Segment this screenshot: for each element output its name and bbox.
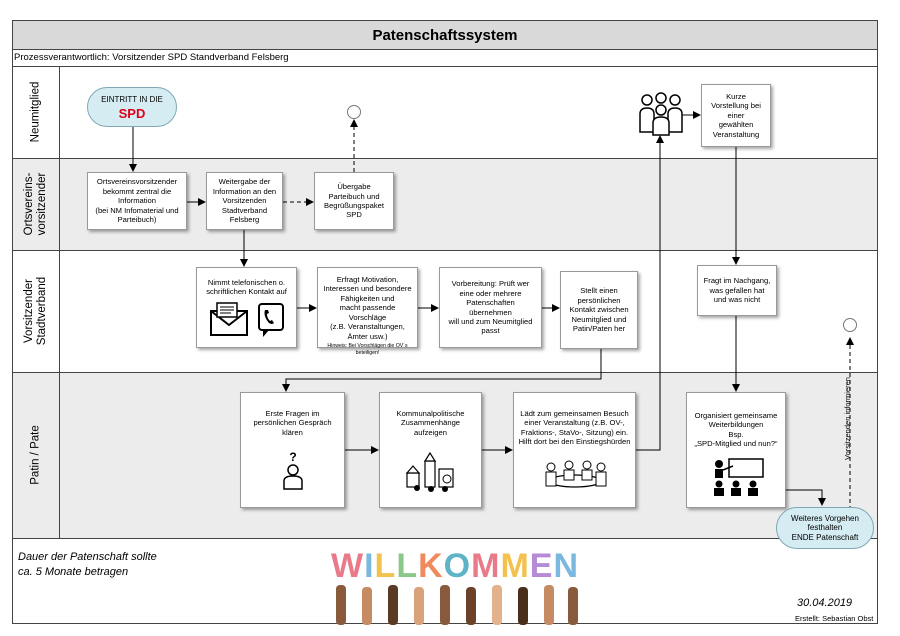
end-event-circle-2	[843, 318, 857, 332]
lane-label-pate: Patin / Pate	[12, 372, 60, 538]
box-kommunalpolitik: Kommunalpolitische Zusammenhänge aufzeigen	[379, 392, 482, 508]
group-people-icon	[638, 92, 684, 136]
box-vorbereitung: Vorbereitung: Prüft wer eine oder mehrere Patenschaften übernehmen will und zum Neumitglied passt	[439, 267, 542, 348]
willkommen-text: WILLKOMMEN	[330, 547, 580, 585]
box-uebergabe: Übergabe Parteibuch und Begrüßungspaket SPD	[314, 172, 394, 230]
letter-phone-icon	[207, 301, 287, 339]
town-icon	[403, 451, 459, 493]
date-label: 30.04.2019	[797, 597, 853, 609]
spd-logo-text: SPD	[118, 106, 146, 121]
box-kontakt: Nimmt telefonischen o. schriftlichen Kontakt auf	[196, 267, 297, 348]
box-weitergabe: Weitergabe der Information an den Vorsitzenden Stadtverband Felsberg	[206, 172, 283, 230]
lane-label-stadtverband: Vorsitzender Stadtverband	[12, 250, 60, 372]
end-event-circle	[347, 105, 361, 119]
box-einladung: Lädt zum gemeinsamen Besuch einer Veranstaltung (z.B. OV-, Fraktions-, StaVo-, Sitzung) ein. Hilft dort bei den Einstiegshürden	[513, 392, 636, 508]
box-nachgang: Fragt im Nachgang, was gefallen hat und was nicht	[697, 265, 777, 316]
end-terminal: Weiteres Vorgehen festhalten ENDE Patenschaft	[776, 507, 874, 549]
page-title: Patenschaftssystem	[12, 20, 878, 50]
box-ov-information: Ortsvereinsvorsitzender bekommt zentral die Information (bei NM Infomaterial und Parteibuch)	[87, 172, 187, 230]
meeting-icon	[537, 459, 613, 493]
lane-label-ortsverein: Ortsvereins- vorsitzender	[12, 158, 60, 250]
box-vorstellung: Kurze Vorstellung bei einer gewählten Veranstaltung	[701, 84, 771, 147]
question-person-icon	[281, 451, 305, 491]
start-terminal: EINTRITT IN DIE SPD	[87, 87, 177, 127]
svg-text:?: ?	[288, 451, 297, 465]
box-erste-fragen: Erste Fragen im persönlichen Gespräch klären ?	[240, 392, 345, 508]
process-owner: Prozessverantwortlich: Vorsitzender SPD Standverband Felsberg	[14, 52, 289, 63]
box-weiterbildung: Organisiert gemeinsame Weiterbildungen Bsp. „SPD-Mitglied und nun?“	[686, 392, 786, 508]
box-erfragt: Erfragt Motivation, Interessen und besondere Fähigkeiten und macht passende Vorschläge (z.B. Veranstaltungen, Ämter usw.) Hinweis: Bei Vorschlägen die OV´s beteiligen!	[317, 267, 418, 348]
author-label: Erstellt: Sebastian Obst	[795, 614, 874, 623]
willkommen-banner	[322, 545, 588, 625]
classroom-icon	[705, 457, 767, 497]
lane-label-neumitglied: Neumitglied	[12, 66, 60, 158]
duration-note: Dauer der Patenschaft sollte ca. 5 Monate betragen	[18, 551, 157, 578]
side-label-informieren: Vorsitzenden informieren	[843, 377, 852, 460]
box-stellt-kontakt: Stellt einen persönlichen Kontakt zwischen Neumitglied und Patin/Paten her	[560, 271, 638, 349]
